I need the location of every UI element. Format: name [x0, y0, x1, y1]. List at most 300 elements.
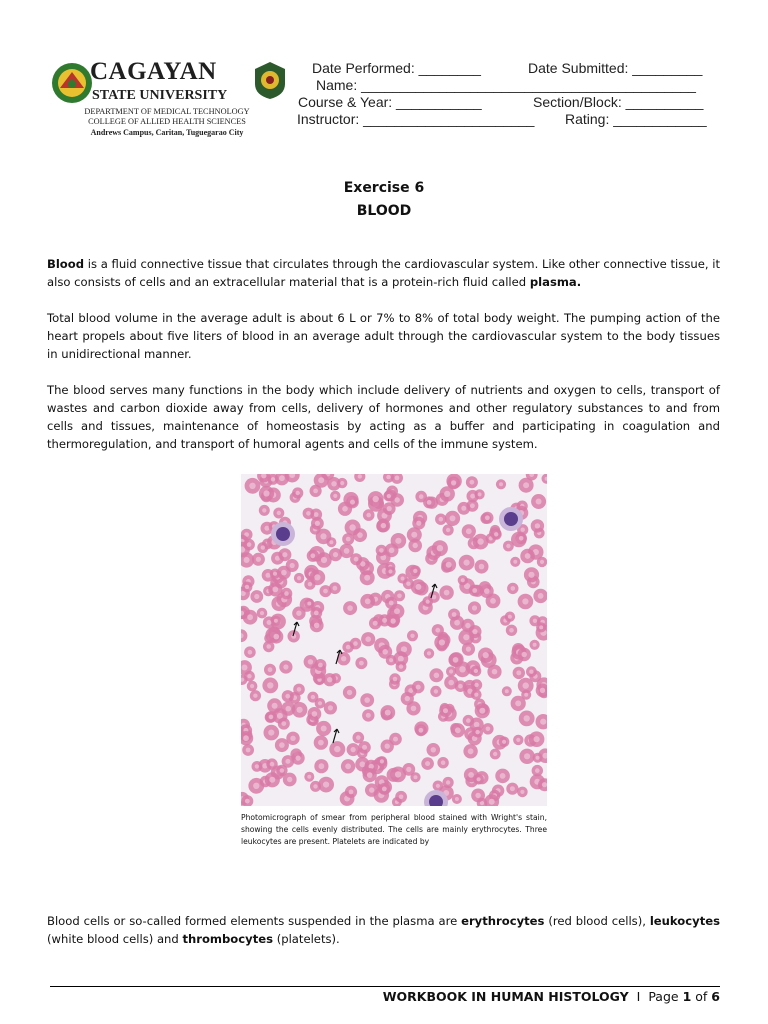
erythrocyte-center [513, 560, 517, 564]
erythrocyte-center [395, 771, 401, 777]
erythrocyte-center [534, 736, 540, 742]
erythrocyte-center [465, 623, 470, 628]
university-name: CAGAYAN [90, 58, 217, 85]
erythrocyte-center [499, 482, 503, 486]
erythrocyte-center [263, 490, 269, 496]
exercise-title: BLOOD [356, 203, 412, 219]
erythrocyte-center [435, 628, 440, 633]
erythrocyte-center [321, 726, 327, 732]
erythrocyte-center [427, 651, 431, 655]
erythrocyte-center [461, 506, 466, 511]
erythrocyte-center [474, 722, 480, 728]
erythrocyte-center [385, 744, 390, 749]
erythrocyte-center [389, 658, 393, 662]
erythrocyte-center [274, 634, 280, 640]
erythrocyte-center [390, 618, 395, 623]
erythrocyte-center [410, 634, 414, 638]
erythrocyte-center [533, 619, 537, 623]
erythrocyte-center [381, 523, 386, 528]
paragraph-volume: Total blood volume in the average adult is about 6 L or 7% to 8% of total body weight. The pumping action of the heart propels about five liters of blood in an average adult through the cardiovascular system to the body tissues in unidirectional manner. [47, 311, 720, 361]
erythrocyte-center [314, 623, 320, 629]
erythrocyte-center [281, 570, 287, 576]
erythrocyte-center [253, 783, 259, 789]
erythrocyte-center [401, 577, 405, 581]
erythrocyte-center [268, 730, 274, 736]
instructor-field: Instructor: ______________________ [297, 111, 535, 127]
page-current: 1 [682, 989, 692, 1004]
erythrocyte-center [323, 782, 329, 788]
erythrocyte-center [439, 639, 445, 645]
university-seal-icon [50, 60, 94, 106]
erythrocyte-center [314, 574, 320, 580]
erythrocyte-center [478, 492, 482, 496]
erythrocyte-center [528, 572, 534, 578]
erythrocyte-center [523, 482, 529, 488]
erythrocyte-center [437, 545, 443, 551]
erythrocyte-center [319, 763, 325, 769]
erythrocyte-center [266, 573, 271, 578]
erythrocyte-center [479, 564, 485, 570]
erythrocyte-center [468, 748, 474, 754]
erythrocyte-center [436, 784, 440, 788]
paragraph-definition: Blood is a fluid connective tissue that circulates through the cardiovascular system. Like other connective tissue, it also consists of cells and an extracellular material that is a protein-rich fluid called plasma. [47, 257, 720, 289]
erythrocyte-center [262, 508, 266, 512]
erythrocyte-center [505, 689, 509, 693]
erythrocyte-center [249, 483, 255, 489]
erythrocyte-center [516, 738, 520, 742]
erythrocyte-center [349, 524, 355, 530]
erythrocyte-center [455, 797, 459, 801]
erythrocyte-center [509, 628, 514, 633]
erythrocyte-center [510, 786, 515, 791]
erythrocyte-center [466, 647, 471, 652]
erythrocyte-center [461, 578, 465, 582]
erythrocyte-center [329, 540, 333, 544]
erythrocyte-center [434, 673, 440, 679]
erythrocyte-center [483, 652, 489, 658]
erythrocyte-center [490, 598, 496, 604]
erythrocyte-center [389, 601, 394, 606]
erythrocyte-center [333, 552, 338, 557]
erythrocyte-center [269, 777, 275, 783]
erythrocyte-center [449, 669, 453, 673]
erythrocyte-center [261, 545, 265, 549]
erythrocyte-center [315, 521, 320, 526]
erythrocyte-center [397, 594, 402, 599]
erythrocyte-center [398, 656, 404, 662]
paragraph-functions: The blood serves many functions in the body which include delivery of nutrients and oxygen to cells, transport of wastes and carbon dioxide away from cells, delivery of hormones and other regulatory substances to and from cells and tissues, maintenance of homeostasis by acting as a buffer and participating in coagulation and thermoregulation, and transport of humoral agents and cells of the immune system. [47, 383, 720, 451]
page-footer: WORKBOOK IN HUMAN HISTOLOGY I Page 1 of 6 [382, 989, 720, 1004]
erythrocyte-center [485, 515, 490, 520]
erythrocyte-center [395, 497, 400, 502]
rating-field: Rating: ____________ [565, 111, 707, 127]
erythrocyte-center [283, 664, 288, 669]
erythrocyte-center [419, 728, 424, 733]
erythrocyte-center [472, 605, 477, 610]
erythrocyte-center [416, 685, 421, 690]
term-thrombocytes: thrombocytes [182, 932, 274, 946]
erythrocyte-center [353, 641, 358, 646]
workbook-title: WORKBOOK IN HUMAN HISTOLOGY [382, 989, 629, 1004]
erythrocyte-center [284, 591, 289, 596]
erythrocyte-center [500, 773, 506, 779]
erythrocyte-center [318, 740, 324, 746]
erythrocyte-center [254, 594, 259, 599]
erythrocyte-center [529, 670, 533, 674]
erythrocyte-center [327, 677, 332, 682]
erythrocyte-center [246, 748, 251, 753]
erythrocyte-center [290, 563, 295, 568]
erythrocyte-center [382, 787, 387, 792]
erythrocyte-center [365, 598, 371, 604]
erythrocyte-center [385, 710, 391, 716]
erythrocyte-center [296, 756, 301, 761]
erythrocyte-center [411, 706, 417, 712]
erythrocyte-center [347, 690, 352, 695]
erythrocyte-center [364, 575, 370, 581]
term-erythrocytes: erythrocytes [461, 914, 545, 928]
erythrocyte-center [310, 553, 315, 558]
erythrocyte-center [380, 759, 384, 763]
erythrocyte-center [393, 677, 398, 682]
name-field: Name: ___________________________________________ [316, 77, 696, 93]
erythrocyte-center [373, 496, 379, 502]
date-performed-field: Date Performed: ________ [312, 60, 481, 76]
erythrocyte-center [270, 762, 275, 767]
erythrocyte-center [388, 569, 392, 573]
erythrocyte-center [331, 481, 336, 486]
erythrocyte-center [306, 511, 311, 516]
erythrocyte-center [484, 588, 490, 594]
erythrocyte-center [297, 576, 301, 580]
erythrocyte-center [351, 747, 356, 752]
erythrocyte-center [470, 503, 475, 508]
erythrocyte-center [540, 688, 545, 693]
figure-caption: Photomicrograph of smear from peripheral blood stained with Wright's stain, showing the cells evenly distributed. The cells are mainly erythrocytes. Three leukocytes are present. Platelets are indicated by [241, 813, 547, 846]
erythrocyte-center [350, 500, 355, 505]
erythrocyte-center [479, 708, 485, 714]
erythrocyte-center [245, 799, 250, 804]
erythrocyte-center [312, 711, 318, 717]
erythrocyte-center [540, 719, 546, 725]
erythrocyte-center [524, 715, 530, 721]
erythrocyte-center [318, 477, 324, 483]
erythrocyte-center [395, 476, 400, 481]
erythrocyte-center [272, 587, 278, 593]
erythrocyte-center [290, 736, 295, 741]
erythrocyte-center [466, 718, 471, 723]
erythrocyte-center [273, 572, 277, 576]
erythrocyte-center [405, 696, 410, 701]
university-subtitle: STATE UNIVERSITY [92, 88, 228, 103]
erythrocyte-center [244, 557, 250, 563]
erythrocyte-center [524, 693, 528, 697]
erythrocyte-center [285, 759, 290, 764]
erythrocyte-center [256, 557, 261, 562]
erythrocyte-center [296, 611, 301, 616]
erythrocyte-center [474, 683, 478, 687]
erythrocyte-center [515, 700, 521, 706]
erythrocyte-center [463, 634, 469, 640]
erythrocyte-center [347, 605, 353, 611]
erythrocyte-center [333, 494, 337, 498]
erythrocyte-center [502, 740, 506, 744]
erythrocyte-center [387, 494, 391, 498]
erythrocyte-center [287, 777, 292, 782]
erythrocyte-center [458, 684, 463, 689]
erythrocyte-center [314, 611, 319, 616]
erythrocyte-center [474, 669, 478, 673]
erythrocyte-center [516, 670, 521, 675]
erythrocyte-center [448, 680, 454, 686]
erythrocyte-center [318, 701, 322, 705]
erythrocyte-center [260, 611, 264, 615]
platelet-arrow-icon [333, 729, 339, 743]
erythrocyte-center [446, 562, 452, 568]
erythrocyte-center [346, 645, 351, 650]
erythrocyte-center [399, 795, 404, 800]
erythrocyte-center [307, 775, 311, 779]
erythrocyte-center [466, 528, 472, 534]
erythrocyte-center [431, 747, 436, 752]
erythrocyte-center [253, 694, 257, 698]
erythrocyte-center [538, 593, 544, 599]
erythrocyte-center [455, 727, 461, 733]
erythrocyte-center [511, 586, 516, 591]
erythrocyte-center [341, 656, 346, 661]
erythrocyte-center [366, 513, 371, 518]
date-submitted-field: Date Submitted: _________ [528, 60, 703, 76]
erythrocyte-center [406, 767, 411, 772]
exercise-number: Exercise 6 [343, 180, 425, 196]
erythrocyte-center [520, 790, 524, 794]
erythrocyte-center [281, 721, 286, 726]
erythrocyte-center [248, 650, 253, 655]
erythrocyte-center [522, 598, 528, 604]
erythrocyte-center [399, 664, 403, 668]
erythrocyte-center [307, 602, 311, 606]
erythrocyte-center [366, 713, 371, 718]
blood-smear-image [241, 474, 547, 806]
page-total: 6 [711, 989, 720, 1004]
erythrocyte-center [266, 644, 271, 649]
footer-rule [50, 986, 720, 987]
erythrocyte-center [477, 777, 481, 781]
erythrocyte-center [535, 768, 540, 773]
erythrocyte-center [308, 582, 312, 586]
erythrocyte-center [313, 784, 317, 788]
erythrocyte-center [475, 730, 479, 734]
erythrocyte-center [413, 569, 417, 573]
erythrocyte-center [365, 636, 371, 642]
erythrocyte-center [277, 511, 281, 515]
erythrocyte-center [279, 475, 285, 481]
college-name: COLLEGE OF ALLIED HEALTH SCIENCES [88, 117, 246, 126]
erythrocyte-center [389, 548, 395, 554]
erythrocyte-center [477, 538, 483, 544]
erythrocyte-center [358, 474, 362, 478]
erythrocyte-center [320, 533, 326, 539]
erythrocyte-center [269, 715, 274, 720]
erythrocyte-center [411, 532, 417, 538]
course-year-field: Course & Year: ___________ [298, 94, 482, 110]
erythrocyte-center [369, 787, 374, 792]
erythrocyte-center [406, 582, 410, 586]
erythrocyte-center [362, 745, 367, 750]
erythrocyte-center [441, 760, 446, 765]
campus-address: Andrews Campus, Caritan, Tuguegarao City [90, 128, 244, 137]
erythrocyte-center [425, 761, 430, 766]
erythrocyte-center [427, 500, 432, 505]
erythrocyte-center [524, 753, 530, 759]
erythrocyte-center [285, 694, 290, 699]
paragraph-formed-elements: Blood cells or so-called formed elements suspended in the plasma are erythrocytes (red blood cells), leukocytes (white blood cells) and thrombocytes (platelets). [47, 914, 721, 946]
erythrocyte-center [268, 667, 273, 672]
erythrocyte-center [280, 768, 285, 773]
university-logo [48, 58, 270, 144]
erythrocyte-center [434, 689, 438, 693]
erythrocyte-center [494, 532, 498, 536]
erythrocyte-center [508, 615, 512, 619]
erythrocyte-center [493, 752, 497, 756]
erythrocyte-center [286, 706, 292, 712]
erythrocyte-center [313, 489, 318, 494]
term-plasma: plasma. [529, 275, 582, 289]
erythrocyte-center [444, 491, 450, 497]
erythrocyte-center [536, 499, 542, 505]
erythrocyte-center [492, 669, 498, 675]
erythrocyte-center [321, 557, 327, 563]
term-blood: Blood [47, 257, 85, 271]
erythrocyte-center [272, 703, 278, 709]
erythrocyte-center [297, 687, 302, 692]
erythrocyte-center [474, 693, 478, 697]
erythrocyte-center [314, 512, 319, 517]
erythrocyte-center [328, 705, 333, 710]
erythrocyte-center [271, 477, 275, 481]
erythrocyte-center [255, 764, 259, 768]
erythrocyte-center [416, 521, 421, 526]
erythrocyte-center [342, 506, 348, 512]
erythrocyte-center [468, 772, 474, 778]
erythrocyte-center [247, 614, 253, 620]
erythrocyte-center [345, 763, 351, 769]
erythrocyte-center [522, 652, 527, 657]
erythrocyte-center [349, 790, 354, 795]
college-seal-icon [252, 60, 288, 100]
erythrocyte-center [535, 523, 540, 528]
erythrocyte-center [387, 506, 392, 511]
erythrocyte-center [413, 543, 418, 548]
erythrocyte-center [356, 735, 361, 740]
erythrocyte-center [540, 560, 544, 564]
erythrocyte-center [318, 663, 323, 668]
erythrocyte-center [308, 659, 313, 664]
erythrocyte-center [419, 494, 424, 499]
section-block-field: Section/Block: __________ [533, 94, 704, 110]
erythrocyte-center [243, 735, 249, 741]
erythrocyte-center [334, 746, 340, 752]
erythrocyte-center [519, 536, 524, 541]
erythrocyte-center [274, 619, 278, 623]
erythrocyte-center [394, 608, 400, 614]
erythrocyte-center [489, 799, 495, 805]
erythrocyte-center [346, 537, 351, 542]
erythrocyte-center [439, 517, 444, 522]
erythrocyte-center [472, 588, 477, 593]
erythrocyte-center [393, 737, 398, 742]
erythrocyte-center [486, 727, 491, 732]
erythrocyte-center [367, 772, 373, 778]
footer-separator: I [636, 989, 641, 1004]
erythrocyte-center [506, 544, 510, 548]
erythrocyte-center [533, 643, 537, 647]
erythrocyte-center [523, 682, 529, 688]
erythrocyte-center [536, 756, 540, 760]
erythrocyte-center [443, 708, 448, 713]
erythrocyte-center [386, 475, 390, 479]
erythrocyte-center [344, 548, 350, 554]
leukocyte-nucleus [504, 512, 518, 526]
erythrocyte-center [521, 528, 525, 532]
department-name: DEPARTMENT OF MEDICAL TECHNOLOGY [84, 107, 250, 116]
erythrocyte-center [470, 494, 475, 499]
erythrocyte-center [297, 707, 303, 713]
erythrocyte-center [267, 620, 272, 625]
erythrocyte-center [459, 666, 465, 672]
erythrocyte-center [354, 557, 359, 562]
erythrocyte-center [373, 621, 378, 626]
leukocyte-nucleus [276, 527, 290, 541]
erythrocyte-center [267, 682, 273, 688]
erythrocyte-center [446, 528, 450, 532]
erythrocyte-center [250, 684, 254, 688]
erythrocyte-center [364, 697, 370, 703]
erythrocyte-center [323, 589, 328, 594]
erythrocyte-center [525, 553, 531, 559]
erythrocyte-center [542, 782, 547, 787]
term-leukocytes: leukocytes [649, 914, 721, 928]
erythrocyte-center [451, 480, 456, 485]
erythrocyte-center [446, 780, 450, 784]
erythrocyte-center [247, 674, 251, 678]
erythrocyte-center [444, 590, 450, 596]
erythrocyte-center [311, 695, 315, 699]
erythrocyte-center [539, 625, 543, 629]
erythrocyte-center [415, 584, 421, 590]
erythrocyte-center [359, 661, 364, 666]
erythrocyte-center [472, 629, 477, 634]
erythrocyte-center [450, 515, 456, 521]
erythrocyte-center [382, 618, 387, 623]
erythrocyte-center [340, 481, 344, 485]
blood-smear-micrograph [241, 474, 547, 806]
erythrocyte-center [296, 491, 300, 495]
erythrocyte-center [333, 586, 338, 591]
erythrocyte-center [464, 560, 470, 566]
erythrocyte-center [279, 742, 285, 748]
erythrocyte-center [414, 775, 418, 779]
erythrocyte-center [379, 548, 384, 553]
erythrocyte-center [382, 649, 388, 655]
erythrocyte-center [470, 480, 475, 485]
erythrocyte-center [395, 538, 401, 544]
erythrocyte-center [475, 793, 480, 798]
erythrocyte-center [282, 552, 287, 557]
erythrocyte-center [245, 585, 249, 589]
erythrocyte-center [454, 620, 460, 626]
erythrocyte-center [453, 657, 459, 663]
